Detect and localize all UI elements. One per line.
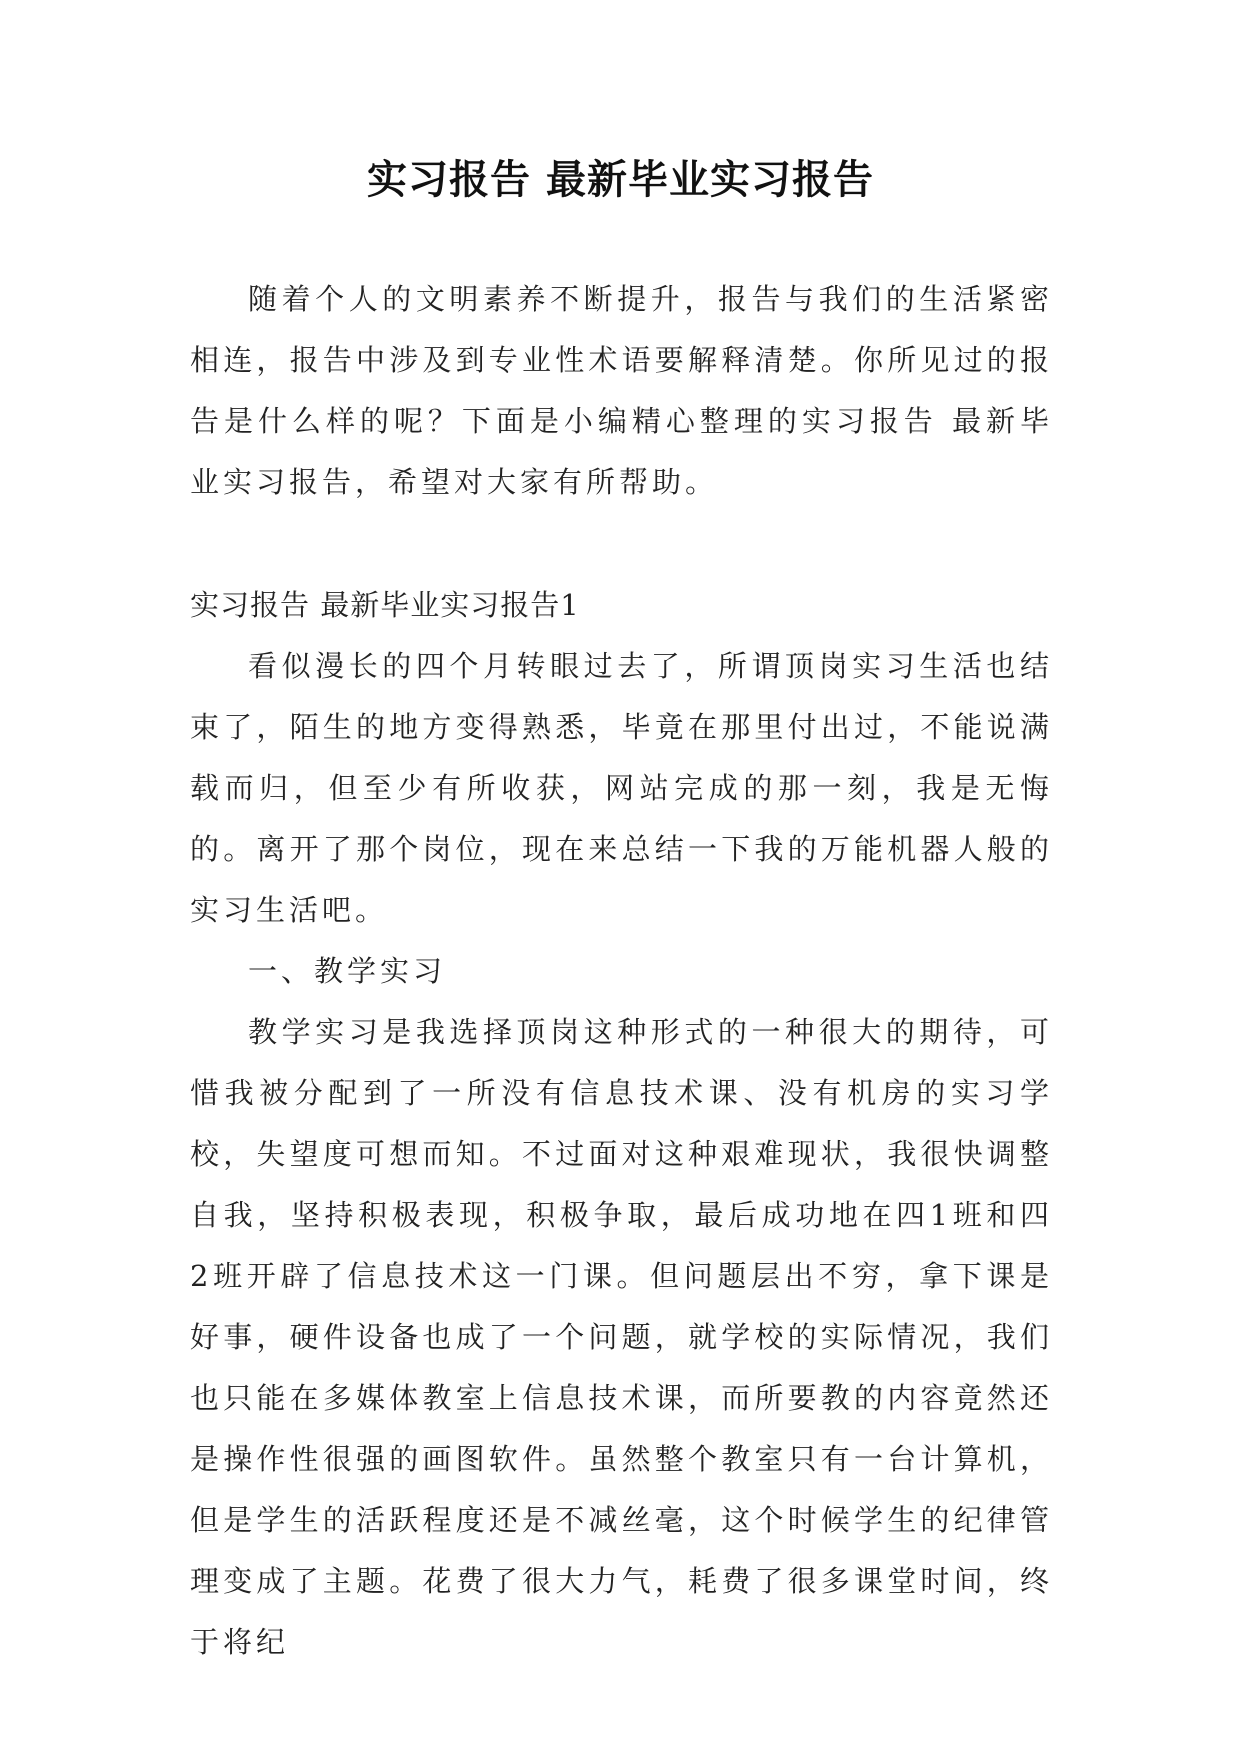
section-paragraph-1: 看似漫长的四个月转眼过去了，所谓顶岗实习生活也结束了，陌生的地方变得熟悉，毕竟在那里付出过，不能说满载而归，但至少有所收获，网站完成的那一刻，我是无悔的。离开了那个岗位，现在来总结一下我的万能机器人般的实习生活吧。 xyxy=(190,649,1053,927)
section-heading: 实习报告 最新毕业实习报告1 xyxy=(190,588,580,622)
intro-section xyxy=(190,269,1053,513)
sub-heading-teaching-practice: 一、教学实习 xyxy=(248,954,447,988)
intro-paragraph: 随着个人的文明素养不断提升，报告与我们的生活紧密相连，报告中涉及到专业性术语要解释清楚。你所见过的报告是什么样的呢？下面是小编精心整理的实习报告 最新毕业实习报告，希望对大家有所帮助。 xyxy=(190,282,1053,499)
section-paragraph-2: 教学实习是我选择顶岗这种形式的一种很大的期待，可惜我被分配到了一所没有信息技术课、没有机房的实习学校，失望度可想而知。不过面对这种艰难现状，我很快调整自我，坚持积极表现，积极争取，最后成功地在四1班和四2班开辟了信息技术这一门课。但问题层出不穷，拿下课是好事，硬件设备也成了一个问题，就学校的实际情况，我们也只能在多媒体教室上信息技术课，而所要教的内容竟然还是操作性很强的画图软件。虽然整个教室只有一台计算机，但是学生的活跃程度还是不减丝毫，这个时候学生的纪律管理变成了主题。花费了很大力气，耗费了很多课堂时间，终于将纪 xyxy=(190,1015,1053,1659)
document-title: 实习报告 最新毕业实习报告 xyxy=(367,157,874,203)
section-body xyxy=(190,636,1053,1673)
